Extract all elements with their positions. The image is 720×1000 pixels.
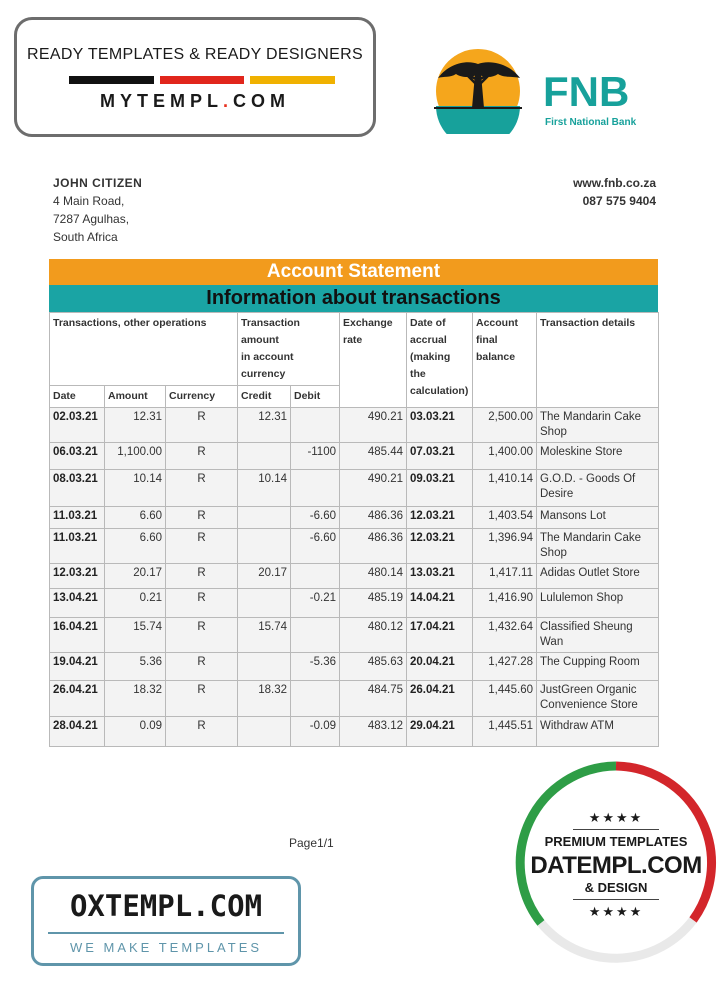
header-currency: Currency bbox=[166, 386, 238, 408]
row-details: G.O.D. - Goods Of Desire bbox=[537, 470, 659, 507]
header-amount-group bbox=[238, 313, 340, 386]
row-accrual-date: 03.03.21 bbox=[407, 408, 473, 443]
header-amount-l4: currency bbox=[241, 368, 286, 380]
header-exchange-l2: rate bbox=[343, 334, 363, 346]
header-amount-l3: in account bbox=[241, 351, 294, 363]
row-date: 16.04.21 bbox=[50, 618, 105, 653]
row-amount: 12.31 bbox=[105, 408, 166, 443]
watermark-color-bars bbox=[69, 76, 335, 84]
row-credit: 12.31 bbox=[238, 408, 291, 443]
row-currency: R bbox=[166, 681, 238, 717]
stamp-line3: & DESIGN bbox=[584, 880, 648, 895]
header-accrual-l1: Date of bbox=[410, 317, 446, 329]
watermark-brand-tld: COM bbox=[233, 91, 290, 111]
row-accrual-date: 17.04.21 bbox=[407, 618, 473, 653]
header-date: Date bbox=[50, 386, 105, 408]
row-debit: -6.60 bbox=[291, 507, 340, 529]
row-balance: 2,500.00 bbox=[473, 408, 537, 443]
row-currency: R bbox=[166, 443, 238, 470]
table-row bbox=[50, 717, 659, 747]
fnb-full-name: First National Bank bbox=[545, 117, 637, 128]
row-credit bbox=[238, 507, 291, 529]
row-credit: 20.17 bbox=[238, 564, 291, 589]
stamp-line1: PREMIUM TEMPLATES bbox=[544, 834, 688, 849]
row-currency: R bbox=[166, 653, 238, 681]
row-currency: R bbox=[166, 507, 238, 529]
header-accrual-l5: calculation) bbox=[410, 385, 469, 397]
row-exchange-rate: 480.12 bbox=[340, 618, 407, 653]
row-accrual-date: 14.04.21 bbox=[407, 589, 473, 618]
row-accrual-date: 20.04.21 bbox=[407, 653, 473, 681]
row-debit bbox=[291, 618, 340, 653]
header-accrual-l3: (making bbox=[410, 351, 451, 363]
row-amount: 0.09 bbox=[105, 717, 166, 747]
stamp-divider-bottom bbox=[573, 899, 659, 900]
row-date: 12.03.21 bbox=[50, 564, 105, 589]
header-accrual-l4: the bbox=[410, 368, 426, 380]
row-date: 11.03.21 bbox=[50, 507, 105, 529]
row-details: The Mandarin Cake Shop bbox=[537, 408, 659, 443]
header-balance-l1: Account bbox=[476, 317, 518, 329]
watermark-bl-divider bbox=[48, 932, 284, 934]
row-balance: 1,432.64 bbox=[473, 618, 537, 653]
bank-website: www.fnb.co.za bbox=[573, 176, 656, 190]
watermark-top bbox=[14, 17, 376, 137]
row-currency: R bbox=[166, 589, 238, 618]
stamp-stars-top: ★★★★ bbox=[588, 810, 644, 825]
header-amount: Amount bbox=[105, 386, 166, 408]
watermark-brand-text: MYTEMPL bbox=[99, 91, 223, 111]
row-currency: R bbox=[166, 470, 238, 507]
tree-sun-icon bbox=[428, 48, 528, 134]
row-exchange-rate: 484.75 bbox=[340, 681, 407, 717]
watermark-bl-brand: OXTEMPL.COM bbox=[69, 889, 263, 923]
row-details: The Mandarin Cake Shop bbox=[537, 529, 659, 564]
table-row bbox=[50, 681, 659, 717]
account-statement bbox=[49, 259, 658, 747]
row-details: Withdraw ATM bbox=[537, 717, 659, 747]
row-date: 26.04.21 bbox=[50, 681, 105, 717]
row-accrual-date: 07.03.21 bbox=[407, 443, 473, 470]
header-exchange-l1: Exchange bbox=[343, 317, 393, 329]
row-amount: 6.60 bbox=[105, 529, 166, 564]
row-currency: R bbox=[166, 618, 238, 653]
customer-name: JOHN CITIZEN bbox=[53, 176, 143, 190]
row-balance: 1,396.94 bbox=[473, 529, 537, 564]
row-credit bbox=[238, 653, 291, 681]
table-row bbox=[50, 443, 659, 470]
table-row bbox=[50, 507, 659, 529]
table-row bbox=[50, 529, 659, 564]
row-amount: 5.36 bbox=[105, 653, 166, 681]
stamp-stars-bottom: ★★★★ bbox=[588, 904, 644, 919]
bank-contact bbox=[573, 174, 656, 210]
table-row bbox=[50, 618, 659, 653]
row-exchange-rate: 485.63 bbox=[340, 653, 407, 681]
table-header-row bbox=[50, 313, 659, 386]
address-line3: South Africa bbox=[53, 230, 118, 244]
row-date: 13.04.21 bbox=[50, 589, 105, 618]
row-amount: 18.32 bbox=[105, 681, 166, 717]
row-details: Classified Sheung Wan bbox=[537, 618, 659, 653]
row-date: 19.04.21 bbox=[50, 653, 105, 681]
table-row bbox=[50, 564, 659, 589]
bank-phone: 087 575 9404 bbox=[582, 194, 656, 208]
row-date: 11.03.21 bbox=[50, 529, 105, 564]
row-accrual-date: 29.04.21 bbox=[407, 717, 473, 747]
table-row bbox=[50, 408, 659, 443]
header-exchange-rate bbox=[340, 313, 407, 408]
row-balance: 1,410.14 bbox=[473, 470, 537, 507]
row-debit bbox=[291, 564, 340, 589]
table-row bbox=[50, 653, 659, 681]
row-exchange-rate: 483.12 bbox=[340, 717, 407, 747]
header-transaction-details: Transaction details bbox=[537, 313, 659, 408]
row-currency: R bbox=[166, 529, 238, 564]
row-details: JustGreen Organic Convenience Store bbox=[537, 681, 659, 717]
row-accrual-date: 13.03.21 bbox=[407, 564, 473, 589]
row-amount: 10.14 bbox=[105, 470, 166, 507]
row-balance: 1,417.11 bbox=[473, 564, 537, 589]
header-final-balance bbox=[473, 313, 537, 408]
watermark-bl-tagline: WE MAKE TEMPLATES bbox=[69, 940, 263, 955]
watermark-bottom-left bbox=[31, 876, 301, 966]
row-debit: -1100 bbox=[291, 443, 340, 470]
row-balance: 1,427.28 bbox=[473, 653, 537, 681]
row-accrual-date: 12.03.21 bbox=[407, 507, 473, 529]
row-balance: 1,400.00 bbox=[473, 443, 537, 470]
row-accrual-date: 26.04.21 bbox=[407, 681, 473, 717]
row-credit bbox=[238, 443, 291, 470]
watermark-top-line1: READY TEMPLATES & READY DESIGNERS bbox=[27, 46, 363, 63]
header-debit: Debit bbox=[291, 386, 340, 408]
row-currency: R bbox=[166, 717, 238, 747]
row-details: Mansons Lot bbox=[537, 507, 659, 529]
table-row bbox=[50, 589, 659, 618]
row-amount: 6.60 bbox=[105, 507, 166, 529]
header-amount-l2: amount bbox=[241, 334, 279, 346]
row-details: Lululemon Shop bbox=[537, 589, 659, 618]
row-amount: 15.74 bbox=[105, 618, 166, 653]
row-date: 08.03.21 bbox=[50, 470, 105, 507]
header-balance-l3: balance bbox=[476, 351, 516, 363]
row-date: 02.03.21 bbox=[50, 408, 105, 443]
watermark-bar-black bbox=[69, 76, 154, 84]
row-accrual-date: 12.03.21 bbox=[407, 529, 473, 564]
row-credit: 10.14 bbox=[238, 470, 291, 507]
row-debit: -0.21 bbox=[291, 589, 340, 618]
watermark-top-brand bbox=[17, 91, 373, 112]
watermark-bar-yellow bbox=[250, 76, 335, 84]
row-credit bbox=[238, 717, 291, 747]
row-debit: -5.36 bbox=[291, 653, 340, 681]
transactions-table bbox=[49, 312, 659, 747]
header-credit: Credit bbox=[238, 386, 291, 408]
row-balance: 1,445.51 bbox=[473, 717, 537, 747]
table-row bbox=[50, 470, 659, 507]
row-credit: 15.74 bbox=[238, 618, 291, 653]
address-line2: 7287 Agulhas, bbox=[53, 212, 130, 226]
row-debit bbox=[291, 681, 340, 717]
header-transactions-group: Transactions, other operations bbox=[50, 313, 238, 386]
row-credit bbox=[238, 529, 291, 564]
header-accrual-date bbox=[407, 313, 473, 408]
premium-templates-stamp bbox=[511, 758, 720, 968]
row-amount: 0.21 bbox=[105, 589, 166, 618]
row-details: The Cupping Room bbox=[537, 653, 659, 681]
row-debit: -6.60 bbox=[291, 529, 340, 564]
row-details: Moleskine Store bbox=[537, 443, 659, 470]
row-exchange-rate: 485.44 bbox=[340, 443, 407, 470]
row-currency: R bbox=[166, 564, 238, 589]
row-amount: 1,100.00 bbox=[105, 443, 166, 470]
header-accrual-l2: accrual bbox=[410, 334, 447, 346]
row-exchange-rate: 485.19 bbox=[340, 589, 407, 618]
fnb-wordmark: FNB bbox=[543, 68, 630, 115]
row-balance: 1,403.54 bbox=[473, 507, 537, 529]
row-debit bbox=[291, 470, 340, 507]
address-line1: 4 Main Road, bbox=[53, 194, 125, 208]
row-date: 28.04.21 bbox=[50, 717, 105, 747]
customer-address bbox=[53, 174, 142, 246]
row-exchange-rate: 486.36 bbox=[340, 507, 407, 529]
statement-title: Account Statement bbox=[49, 259, 658, 285]
row-credit: 18.32 bbox=[238, 681, 291, 717]
row-currency: R bbox=[166, 408, 238, 443]
row-balance: 1,416.90 bbox=[473, 589, 537, 618]
stamp-line2: DATEMPL.COM bbox=[530, 852, 702, 879]
row-accrual-date: 09.03.21 bbox=[407, 470, 473, 507]
row-exchange-rate: 490.21 bbox=[340, 470, 407, 507]
header-balance-l2: final bbox=[476, 334, 498, 346]
row-debit: -0.09 bbox=[291, 717, 340, 747]
row-amount: 20.17 bbox=[105, 564, 166, 589]
statement-subtitle: Information about transactions bbox=[49, 285, 658, 312]
row-exchange-rate: 490.21 bbox=[340, 408, 407, 443]
row-details: Adidas Outlet Store bbox=[537, 564, 659, 589]
row-debit bbox=[291, 408, 340, 443]
header-amount-l1: Transaction bbox=[241, 317, 300, 329]
watermark-brand-dot: . bbox=[222, 91, 233, 111]
watermark-bar-red bbox=[160, 76, 245, 84]
row-exchange-rate: 480.14 bbox=[340, 564, 407, 589]
page-number: Page1/1 bbox=[289, 836, 334, 850]
row-date: 06.03.21 bbox=[50, 443, 105, 470]
row-balance: 1,445.60 bbox=[473, 681, 537, 717]
row-credit bbox=[238, 589, 291, 618]
row-exchange-rate: 486.36 bbox=[340, 529, 407, 564]
stamp-divider-top bbox=[573, 829, 659, 830]
